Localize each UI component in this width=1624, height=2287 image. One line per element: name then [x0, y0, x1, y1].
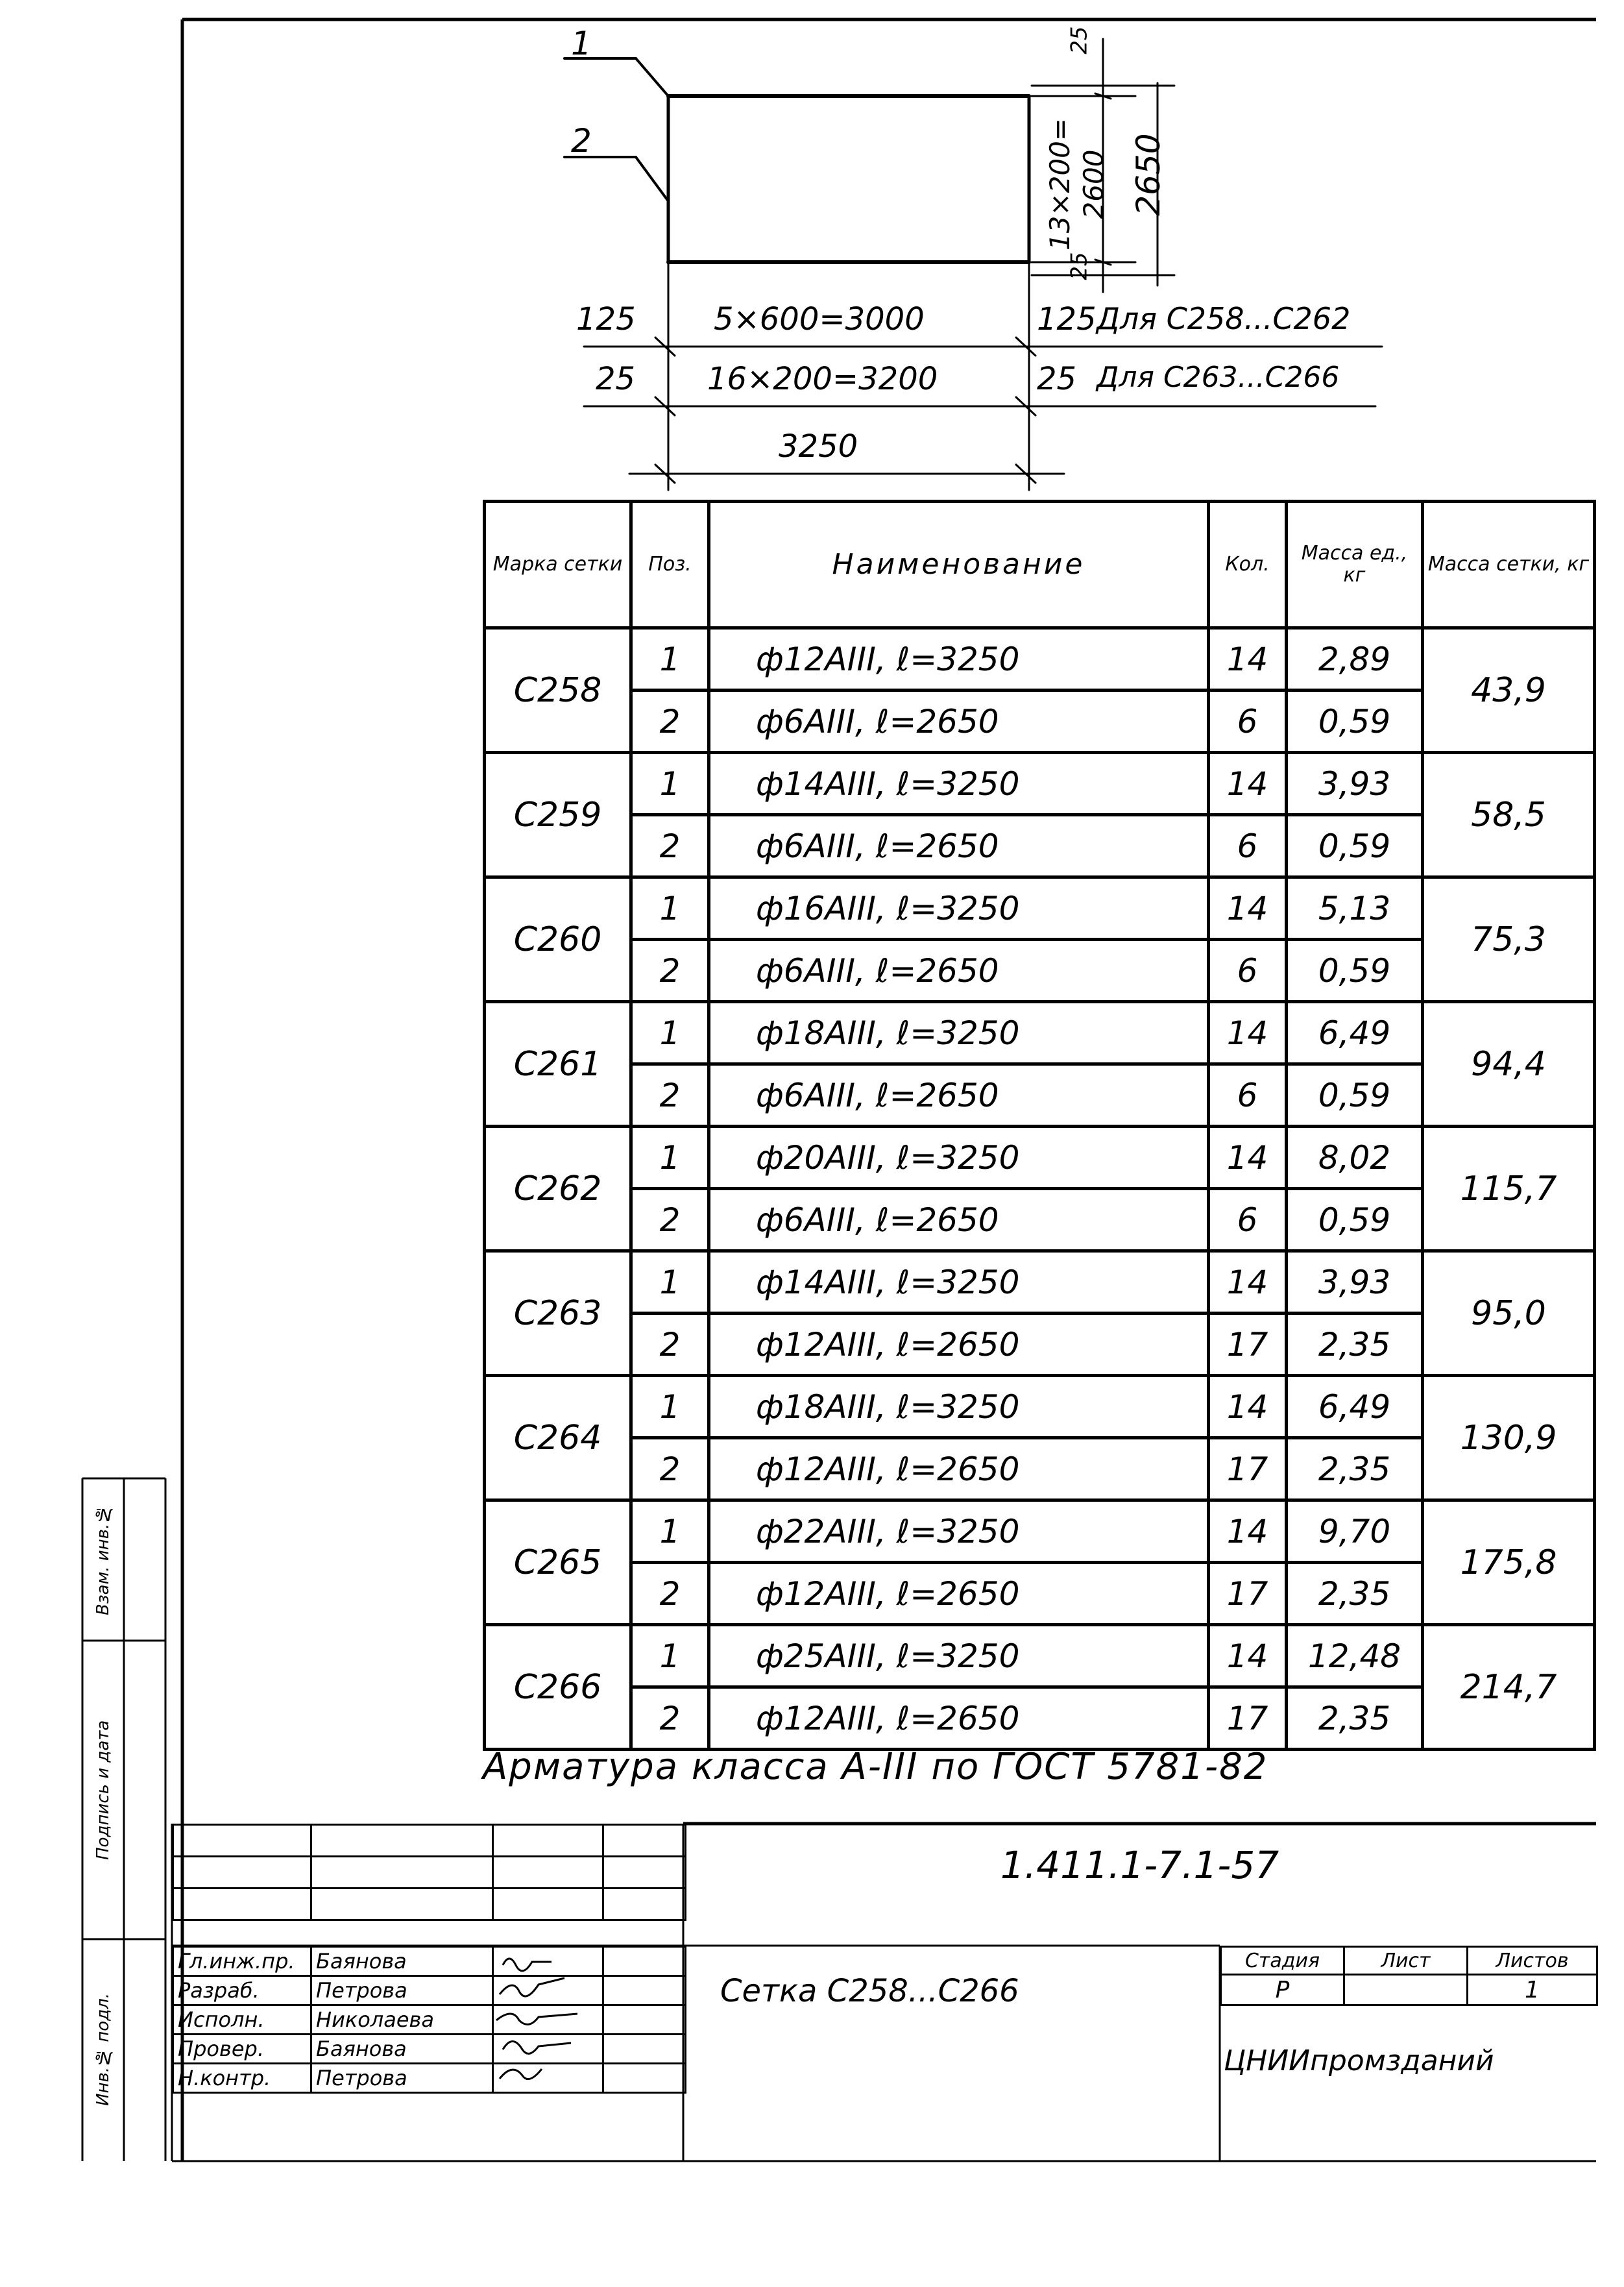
header-name: Наименование — [709, 502, 1209, 628]
mesh-mass-cell: 115,7 — [1423, 1127, 1595, 1251]
header-unit-mass: Масса ед., кг — [1287, 502, 1423, 628]
unit-mass-cell: 3,93 — [1287, 753, 1423, 815]
qty-cell: 14 — [1209, 1500, 1287, 1563]
signature-row — [173, 2035, 686, 2064]
unit-mass-cell: 2,35 — [1287, 1314, 1423, 1376]
table-row — [485, 628, 1595, 691]
qty-cell: 14 — [1209, 1127, 1287, 1189]
pos-cell: 1 — [631, 1002, 709, 1064]
unit-mass-cell: 0,59 — [1287, 1064, 1423, 1127]
sheet-info — [1220, 1946, 1598, 2006]
handwritten-signatures — [490, 1946, 607, 2095]
side-label-signature-date: Подпись и дата — [93, 1720, 113, 1860]
pos-cell: 1 — [631, 1625, 709, 1687]
dim-right-mid: 13×200= 2600 — [1044, 118, 1109, 251]
name-cell: ф16АIII, ℓ=3250 — [709, 877, 1209, 940]
unit-mass-cell: 0,59 — [1287, 940, 1423, 1002]
qty-cell: 14 — [1209, 1625, 1287, 1687]
person-name: Баянова — [311, 1947, 493, 1976]
callout-1: 1 — [571, 25, 592, 62]
spec-table — [483, 500, 1596, 1751]
role-cell: Разраб. — [173, 1976, 311, 2005]
dim-row2-left: 25 — [596, 361, 636, 397]
signature-row — [173, 2064, 686, 2093]
pos-cell: 2 — [631, 815, 709, 877]
name-cell: ф12АIII, ℓ=2650 — [709, 1687, 1209, 1750]
mesh-mark: С264 — [485, 1376, 631, 1500]
name-cell: ф12АIII, ℓ=2650 — [709, 1314, 1209, 1376]
role-cell: Провер. — [173, 2035, 311, 2064]
role-cell: Н.контр. — [173, 2064, 311, 2093]
pos-cell: 1 — [631, 1500, 709, 1563]
qty-cell: 6 — [1209, 815, 1287, 877]
name-cell: ф12АIII, ℓ=2650 — [709, 1438, 1209, 1500]
document-code: 1.411.1-7.1-57 — [1000, 1843, 1279, 1887]
qty-cell: 6 — [1209, 691, 1287, 753]
pos-cell: 2 — [631, 1563, 709, 1625]
dim-row2-mid: 16×200=3200 — [707, 361, 938, 397]
mesh-mass-cell: 175,8 — [1423, 1500, 1595, 1625]
table-row — [485, 753, 1595, 815]
header-mark: Марка сетки — [485, 502, 631, 628]
mesh-mark: С260 — [485, 877, 631, 1002]
sheets-value: 1 — [1468, 1975, 1597, 2005]
date-cell — [603, 1976, 686, 2005]
mesh-mark: С262 — [485, 1127, 631, 1251]
unit-mass-cell: 0,59 — [1287, 1189, 1423, 1251]
table-row — [485, 1500, 1595, 1563]
mesh-mark: С261 — [485, 1002, 631, 1127]
pos-cell: 2 — [631, 1189, 709, 1251]
pos-cell: 2 — [631, 1687, 709, 1750]
name-cell: ф18АIII, ℓ=3250 — [709, 1376, 1209, 1438]
dim-row1-note: Для С258...С262 — [1097, 301, 1351, 336]
document-title: Сетка С258...С266 — [720, 1973, 1019, 2009]
organization-name: ЦНИИпромзданий — [1224, 2044, 1494, 2077]
pos-cell: 1 — [631, 753, 709, 815]
pos-cell: 1 — [631, 1376, 709, 1438]
qty-cell: 6 — [1209, 940, 1287, 1002]
dim-right-bottom: 25 — [1066, 252, 1093, 280]
role-cell: Гл.инж.пр. — [173, 1947, 311, 1976]
dim-row1-mid: 5×600=3000 — [714, 301, 925, 337]
unit-mass-cell: 2,35 — [1287, 1687, 1423, 1750]
unit-mass-cell: 5,13 — [1287, 877, 1423, 940]
qty-cell: 17 — [1209, 1563, 1287, 1625]
name-cell: ф20АIII, ℓ=3250 — [709, 1127, 1209, 1189]
header-mesh-mass: Масса сетки, кг — [1423, 502, 1595, 628]
qty-cell: 17 — [1209, 1314, 1287, 1376]
role-cell: Исполн. — [173, 2005, 311, 2035]
pos-cell: 1 — [631, 1127, 709, 1189]
qty-cell: 6 — [1209, 1064, 1287, 1127]
mesh-mark: С265 — [485, 1500, 631, 1625]
name-cell: ф22АIII, ℓ=3250 — [709, 1500, 1209, 1563]
unit-mass-cell: 0,59 — [1287, 691, 1423, 753]
pos-cell: 1 — [631, 628, 709, 691]
unit-mass-cell: 3,93 — [1287, 1251, 1423, 1314]
pos-cell: 2 — [631, 691, 709, 753]
side-label-inv-sub: Инв.№ подл. — [93, 1992, 113, 2107]
dim-row2-note: Для С263...С266 — [1097, 361, 1340, 394]
date-cell — [603, 2035, 686, 2064]
mesh-mass-cell: 43,9 — [1423, 628, 1595, 753]
signature-rows — [172, 1946, 686, 2094]
unit-mass-cell: 6,49 — [1287, 1376, 1423, 1438]
table-row — [485, 1251, 1595, 1314]
name-cell: ф18АIII, ℓ=3250 — [709, 1002, 1209, 1064]
person-name: Баянова — [311, 2035, 493, 2064]
dim-row1-right: 125 — [1037, 301, 1097, 337]
revision-rows — [172, 1824, 686, 1921]
unit-mass-cell: 12,48 — [1287, 1625, 1423, 1687]
date-cell — [603, 2005, 686, 2035]
side-label-replacement-inv: Взам. инв.№ — [93, 1504, 113, 1615]
person-name: Николаева — [311, 2005, 493, 2035]
name-cell: ф6АIII, ℓ=2650 — [709, 1189, 1209, 1251]
reinforcement-note: Арматура класса А-III по ГОСТ 5781-82 — [483, 1746, 1268, 1788]
date-cell — [603, 1947, 686, 1976]
person-name: Петрова — [311, 2064, 493, 2093]
table-row — [485, 877, 1595, 940]
name-cell: ф6АIII, ℓ=2650 — [709, 1064, 1209, 1127]
signature-row — [173, 2005, 686, 2035]
name-cell: ф12АIII, ℓ=3250 — [709, 628, 1209, 691]
sheets-label: Листов — [1468, 1947, 1597, 1975]
mesh-mass-cell: 95,0 — [1423, 1251, 1595, 1376]
person-name: Петрова — [311, 1976, 493, 2005]
table-row — [485, 1376, 1595, 1438]
pos-cell: 2 — [631, 1064, 709, 1127]
pos-cell: 2 — [631, 940, 709, 1002]
unit-mass-cell: 2,89 — [1287, 628, 1423, 691]
qty-cell: 14 — [1209, 1376, 1287, 1438]
pos-cell: 1 — [631, 1251, 709, 1314]
mesh-mark: С266 — [485, 1625, 631, 1750]
stage-label: Стадия — [1221, 1947, 1344, 1975]
signature-row — [173, 1947, 686, 1976]
dim-row2-right: 25 — [1037, 361, 1077, 397]
pos-cell: 2 — [631, 1314, 709, 1376]
signature-row — [173, 1976, 686, 2005]
qty-cell: 17 — [1209, 1438, 1287, 1500]
dim-total: 3250 — [779, 428, 858, 465]
date-cell — [603, 2064, 686, 2093]
mesh-mass-cell: 75,3 — [1423, 877, 1595, 1002]
unit-mass-cell: 6,49 — [1287, 1002, 1423, 1064]
mesh-sketch — [454, 13, 1622, 506]
mesh-mark: С258 — [485, 628, 631, 753]
mesh-mass-cell: 94,4 — [1423, 1002, 1595, 1127]
pos-cell: 2 — [631, 1438, 709, 1500]
qty-cell: 14 — [1209, 877, 1287, 940]
unit-mass-cell: 2,35 — [1287, 1438, 1423, 1500]
dim-row1-left: 125 — [576, 301, 636, 337]
name-cell: ф25АIII, ℓ=3250 — [709, 1625, 1209, 1687]
name-cell: ф6АIII, ℓ=2650 — [709, 691, 1209, 753]
qty-cell: 14 — [1209, 628, 1287, 691]
qty-cell: 14 — [1209, 1251, 1287, 1314]
name-cell: ф14АIII, ℓ=3250 — [709, 753, 1209, 815]
unit-mass-cell: 2,35 — [1287, 1563, 1423, 1625]
name-cell: ф6АIII, ℓ=2650 — [709, 815, 1209, 877]
unit-mass-cell: 0,59 — [1287, 815, 1423, 877]
qty-cell: 6 — [1209, 1189, 1287, 1251]
mesh-mass-cell: 58,5 — [1423, 753, 1595, 877]
stage-value: Р — [1221, 1975, 1344, 2005]
name-cell: ф12АIII, ℓ=2650 — [709, 1563, 1209, 1625]
mesh-mark: С259 — [485, 753, 631, 877]
header-pos: Поз. — [631, 502, 709, 628]
table-header-row — [485, 502, 1595, 628]
dim-right-top: 25 — [1066, 26, 1093, 55]
sheet-value — [1344, 1975, 1468, 2005]
sheet-label: Лист — [1344, 1947, 1468, 1975]
name-cell: ф6АIII, ℓ=2650 — [709, 940, 1209, 1002]
table-row — [485, 1127, 1595, 1189]
unit-mass-cell: 9,70 — [1287, 1500, 1423, 1563]
unit-mass-cell: 8,02 — [1287, 1127, 1423, 1189]
table-row — [485, 1002, 1595, 1064]
pos-cell: 1 — [631, 877, 709, 940]
qty-cell: 14 — [1209, 753, 1287, 815]
callout-2: 2 — [571, 122, 592, 160]
mesh-mass-cell: 214,7 — [1423, 1625, 1595, 1750]
qty-cell: 17 — [1209, 1687, 1287, 1750]
name-cell: ф14АIII, ℓ=3250 — [709, 1251, 1209, 1314]
mesh-mark: С263 — [485, 1251, 631, 1376]
mesh-mass-cell: 130,9 — [1423, 1376, 1595, 1500]
qty-cell: 14 — [1209, 1002, 1287, 1064]
dim-right-total: 2650 — [1130, 133, 1167, 216]
table-row — [485, 1625, 1595, 1687]
header-qty: Кол. — [1209, 502, 1287, 628]
